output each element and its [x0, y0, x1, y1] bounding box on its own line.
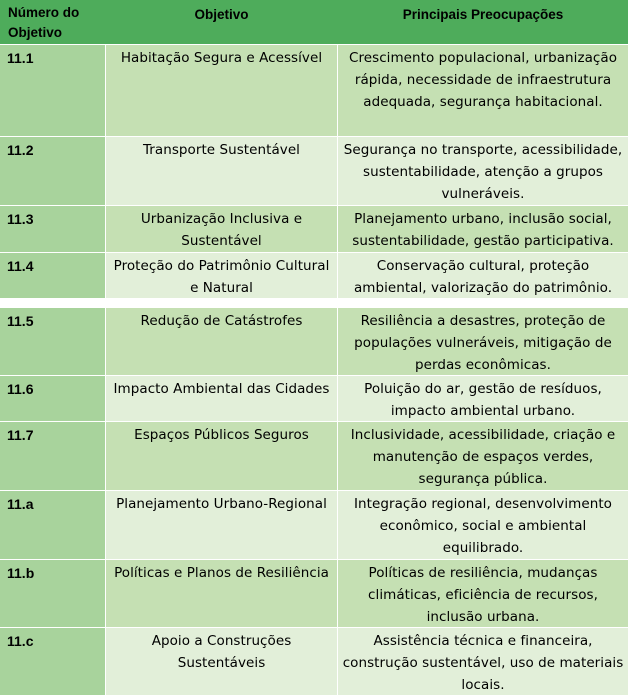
- objective-concerns: Políticas de resiliência, mudanças climáticas, eficiência de recursos, inclusão urbana.: [338, 560, 628, 627]
- table-row: [0, 560, 628, 627]
- table-row: [0, 308, 628, 375]
- table-row: [0, 628, 628, 695]
- table-row: [0, 422, 628, 490]
- objective-name: Políticas e Planos de Resiliência: [106, 560, 337, 627]
- table-row: [0, 491, 628, 559]
- objective-concerns: Segurança no transporte, acessibilidade, sustentabilidade, atenção a grupos vulneráveis.: [338, 137, 628, 205]
- objective-concerns: Assistência técnica e financeira, construção sustentável, uso de materiais locais.: [338, 628, 628, 695]
- objective-name: Proteção do Patrimônio Cultural e Natural: [106, 253, 337, 298]
- objective-number: 11.a: [0, 491, 105, 559]
- objective-name: Transporte Sustentável: [106, 137, 337, 205]
- objective-concerns: Planejamento urbano, inclusão social, sustentabilidade, gestão participativa.: [338, 206, 628, 252]
- objective-name: Habitação Segura e Acessível: [106, 45, 337, 136]
- table-row: [0, 253, 628, 298]
- objective-concerns: Conservação cultural, proteção ambiental, valorização do patrimônio.: [338, 253, 628, 298]
- table-row: [0, 206, 628, 252]
- objective-number: 11.1: [0, 45, 105, 136]
- objective-number: 11.5: [0, 308, 105, 375]
- objective-concerns: Resiliência a desastres, proteção de populações vulneráveis, mitigação de perdas econômicas.: [338, 308, 628, 375]
- objective-number: 11.2: [0, 137, 105, 205]
- objective-concerns: Poluição do ar, gestão de resíduos, impacto ambiental urbano.: [338, 376, 628, 421]
- header-objective: Objetivo: [194, 7, 249, 22]
- objective-name: Planejamento Urbano-Regional: [106, 491, 337, 559]
- table-header: [0, 0, 628, 44]
- table-row: [0, 45, 628, 136]
- table-row: [0, 376, 628, 421]
- objective-name: Impacto Ambiental das Cidades: [106, 376, 337, 421]
- header-objective-number: Número do Objetivo: [8, 5, 80, 40]
- header-main-concerns: Principais Preocupações: [402, 7, 564, 22]
- objective-concerns: Inclusividade, acessibilidade, criação e manutenção de espaços verdes, segurança pública.: [338, 422, 628, 490]
- objective-concerns: Integração regional, desenvolvimento econômico, social e ambiental equilibrado.: [338, 491, 628, 559]
- objective-name: Apoio a Construções Sustentáveis: [106, 628, 337, 695]
- objective-name: Urbanização Inclusiva e Sustentável: [106, 206, 337, 252]
- table-row: [0, 137, 628, 205]
- objective-name: Redução de Catástrofes: [106, 308, 337, 375]
- objective-number: 11.c: [0, 628, 105, 695]
- objective-number: 11.3: [0, 206, 105, 252]
- page-break-gap: [0, 298, 628, 308]
- objective-number: 11.6: [0, 376, 105, 421]
- objective-number: 11.4: [0, 253, 105, 298]
- objective-number: 11.b: [0, 560, 105, 627]
- objective-number: 11.7: [0, 422, 105, 490]
- objective-name: Espaços Públicos Seguros: [106, 422, 337, 490]
- objective-concerns: Crescimento populacional, urbanização rápida, necessidade de infraestrutura adequada, segurança habitacional.: [338, 45, 628, 136]
